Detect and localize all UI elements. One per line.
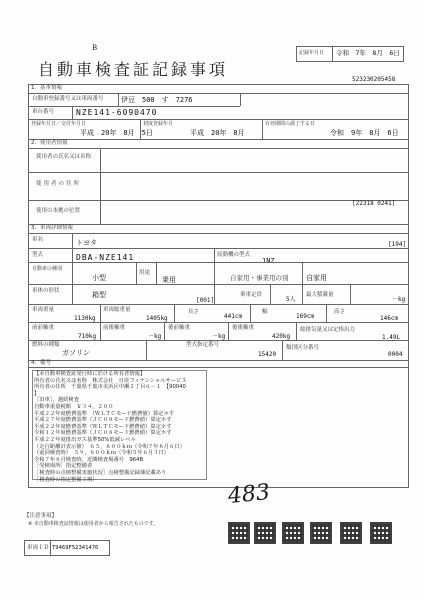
user-address-label: 使用者の住所 — [36, 181, 82, 187]
fuel-value: ガソリン — [62, 349, 90, 357]
max-load-value: －kg — [392, 296, 406, 303]
qr-code-3 — [282, 522, 304, 544]
category-label: 類別区分番号 — [286, 345, 320, 351]
maker-value: トヨタ — [76, 239, 97, 247]
note-line: 平成２２年度燃費基準 （ＷＬＴＣモード燃費値）算定ホす — [34, 410, 175, 417]
height-label: 高さ — [334, 309, 346, 315]
document-number: 523230205458 — [352, 76, 396, 83]
type-value: 小型 — [92, 274, 106, 282]
note-line: ［受検場所］指定整備者 — [34, 463, 93, 470]
purpose-value: 自家用 — [306, 274, 327, 282]
notice-heading: 【注意事項】 — [24, 513, 58, 519]
capacity-label: 乗車定員 — [240, 292, 263, 298]
height-value: 146cm — [380, 315, 399, 322]
first-year-value: 平成 20年 8月 — [190, 129, 245, 137]
notice-text: ※ 本自動車検査証情報は使用者から報告されたものです。 — [28, 521, 159, 527]
purpose-label: 自家用・事業用の別 — [230, 274, 289, 282]
code-right: [194] — [388, 241, 407, 248]
note-line: （走行距離計表示値） ６５，８００ｋｍ（令和７年８月６日） — [34, 443, 185, 450]
weight-value: 1130kg — [74, 315, 96, 322]
use-value: 乗用 — [162, 276, 176, 284]
record-date-label: 記録年月日 — [299, 50, 325, 56]
maker-label: 車名 — [32, 237, 44, 243]
front-rear-axle-label: 前後軸重 — [103, 325, 126, 331]
rear-front-axle-value: －kg — [212, 333, 226, 340]
document-title: 自動車検査証記録事項 — [38, 60, 229, 79]
note-line: 令和７年８月検査時，近隣検査場番号 964B — [34, 456, 144, 463]
record-date: 令和 7年 8月 6日 — [336, 49, 400, 57]
front-rear-axle-value: －kg — [148, 333, 162, 340]
note-line: 平成２２年度排出ガス基準50%低減レベル — [34, 436, 136, 443]
chassis-label: 車台番号 — [32, 109, 55, 115]
note-line: 平成２７年度燃費基準（ＪＣ０８モード燃費値）算定ホす — [34, 417, 172, 424]
rear-axle-value: 420kg — [272, 333, 291, 340]
note-line: 令和１２年度燃費基準（ＪＣ０８モード燃費値）算定ホす — [34, 430, 172, 437]
section-2-label: 2．使用者情報 — [31, 140, 68, 146]
handwritten-number: 483 — [226, 479, 272, 510]
note-line: ［旧車］，越続検査 — [34, 397, 80, 404]
rear-axle-label: 後後軸重 — [232, 325, 255, 331]
note-line: 所有者の住所 千葉県千葉市美浜区中瀬２丁目６－１ 【90040 — [34, 384, 186, 391]
expiry-label: 有効期間の満了する日 — [265, 121, 316, 127]
note-line: 自動車重量税額 ￥３４，２００ — [34, 403, 114, 410]
weight-label: 車両重量 — [32, 307, 55, 313]
rear-front-axle-label: 後前軸重 — [168, 325, 191, 331]
section-1-label: 1．基本情報 — [31, 85, 62, 91]
qr-code-6 — [370, 522, 392, 544]
user-name-label: 使用者の氏名又は名称 — [36, 154, 92, 160]
note-line: 平成２２年度燃費基準（ＷＬＴＣモード燃費値）算定ホす — [34, 423, 172, 430]
qr-code-5 — [340, 522, 362, 544]
length-label: 長さ — [188, 309, 200, 315]
registration-value: 伊豆 500 す 7276 — [121, 96, 193, 104]
shape-code: [001] — [196, 297, 215, 304]
vehicle-id-value: T9469F52341476 — [52, 545, 99, 551]
note-line: 】 — [34, 390, 40, 397]
gross-weight-value: 1405kg — [146, 315, 168, 322]
qr-code-2 — [254, 522, 276, 544]
qr-code-1 — [228, 522, 250, 544]
b-mark: B — [92, 44, 98, 52]
base-code: [22318 0241] — [352, 200, 396, 207]
section-4-label: 4．備考 — [31, 360, 51, 366]
width-value: 169cm — [296, 313, 315, 320]
note-line: ［検査時の点検整備実施状況］点検整備記録簿記載あり — [34, 469, 167, 476]
displacement-label: 総排気量又は定格出力 — [300, 327, 356, 333]
fuel-label: 燃料の種類 — [32, 342, 60, 348]
registration-label: 自動車登録番号又は車両番号 — [32, 96, 104, 102]
base-location-label: 使用の本拠の位置 — [36, 208, 81, 214]
first-year-label: 初度登録年月 — [143, 121, 174, 127]
note-line: 【本自動車検査証発行時に於ける所有者情報】 — [34, 371, 146, 377]
note-line: 所有者の氏名又は名称 株式会社 日産フィナンシャルサービス — [34, 377, 187, 384]
first-reg-value: 平成 20年 8月 5日 — [80, 129, 153, 137]
shape-value: 箱型 — [92, 291, 106, 299]
expiry-value: 令和 9年 8月 6日 — [330, 129, 399, 137]
width-label: 幅 — [262, 309, 268, 315]
note-line: （前回検査時） ５９，６００ｋｍ（令和５年６月３日） — [34, 450, 170, 457]
front-axle-label: 前前軸重 — [32, 325, 55, 331]
note-line: ［検査時の指定整備工場］ — [34, 476, 98, 483]
gross-weight-label: 車両総重量 — [103, 307, 131, 313]
model-value: DBA-NZE141 — [76, 253, 135, 262]
type-number-value: 15420 — [258, 351, 277, 358]
qr-code-4 — [310, 522, 332, 544]
section-3-label: 3．車両詳細情報 — [31, 225, 73, 231]
front-axle-value: 710kg — [78, 333, 97, 340]
notes-text — [34, 371, 187, 483]
category-value: 0004 — [388, 351, 403, 358]
max-load-label: 最大積載量 — [306, 292, 334, 298]
engine-label: 原動機の型式 — [217, 252, 251, 258]
length-value: 441cm — [224, 313, 243, 320]
capacity-value: 5人 — [286, 296, 296, 303]
type-number-label: 型式指定番号 — [186, 342, 220, 348]
displacement-value: 1.49L — [382, 334, 401, 341]
type-label: 自動車の種別 — [32, 266, 63, 272]
vehicle-id-label: 車両ＩＤ — [27, 545, 50, 551]
first-reg-label: 登録年月日／交付年月日 — [31, 121, 87, 127]
engine-value: 1NZ — [262, 257, 275, 265]
shape-label: 車体の形状 — [32, 288, 60, 294]
chassis-value: NZE141-6090470 — [76, 108, 158, 117]
use-label: 用途 — [139, 270, 151, 276]
model-label: 型式 — [32, 252, 44, 258]
